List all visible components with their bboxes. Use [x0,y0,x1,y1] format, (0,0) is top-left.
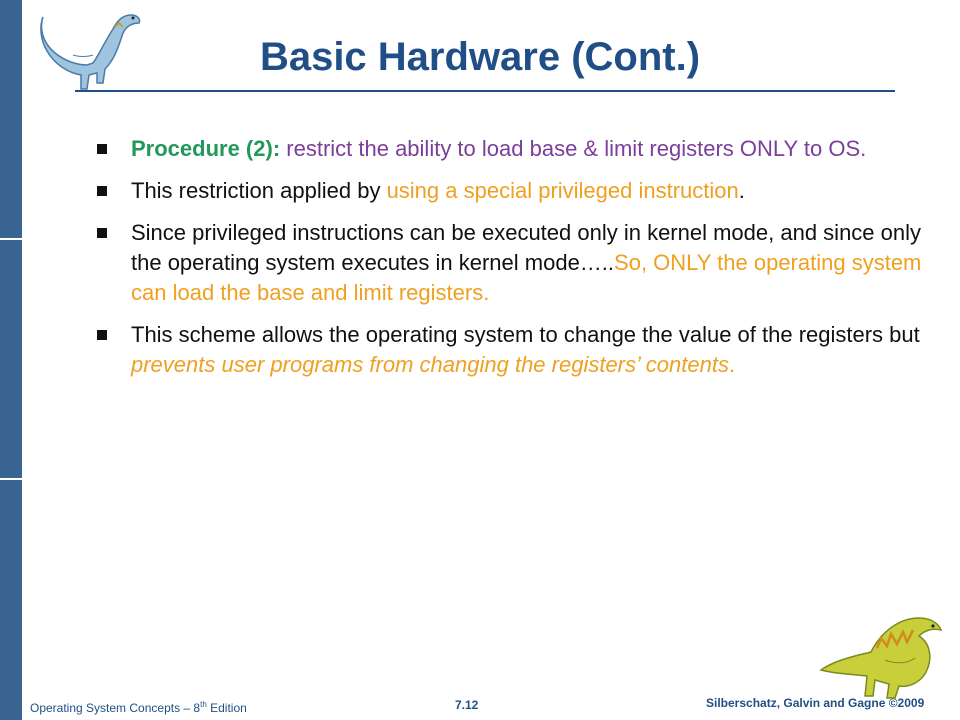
dinosaur-mascot-icon [815,600,955,700]
bullet-text-segment: prevents user programs from changing the registers’ contents [131,352,729,377]
bullet-text-segment: Procedure (2): [131,136,287,161]
bullet-square-icon [97,186,107,196]
slide-title: Basic Hardware (Cont.) [259,35,701,79]
footer-book-title: Operating System Concepts – 8th Edition [30,700,247,715]
bullet-text-segment: . [738,178,745,203]
footer-page-number: 7.12 [455,698,479,712]
bullet-square-icon [97,144,107,154]
bullet-text-segment: Since privileged instructions can be executed only in kernel mode, and since only the operating system executes in kernel mode….. [131,220,922,275]
bullet-item [95,134,940,164]
left-bar-divider [0,478,22,480]
bullet-item [95,320,940,380]
bullet-square-icon [97,330,107,340]
bullet-text-segment: restrict the ability to load base & limit registers ONLY to OS. [286,136,867,161]
bullet-text-segment: So, ONLY the operating system can load the base and limit registers. [131,250,922,305]
bullet-list [95,134,940,392]
left-accent-bar [0,0,22,720]
left-bar-divider [0,238,22,240]
bullet-text-segment: This restriction applied by [131,178,387,203]
title-underline [75,90,895,92]
bullet-text-segment: This scheme allows the operating system to change the value of the registers but [131,322,920,347]
bullet-text-segment: using a special privileged instruction [386,178,739,203]
bullet-square-icon [97,228,107,238]
dinosaur-logo-icon [33,3,149,91]
bullet-item [95,176,940,206]
footer-copyright: Silberschatz, Galvin and Gagne ©2009 [706,696,925,710]
bullet-text-segment: . [728,352,736,377]
bullet-item [95,218,940,308]
